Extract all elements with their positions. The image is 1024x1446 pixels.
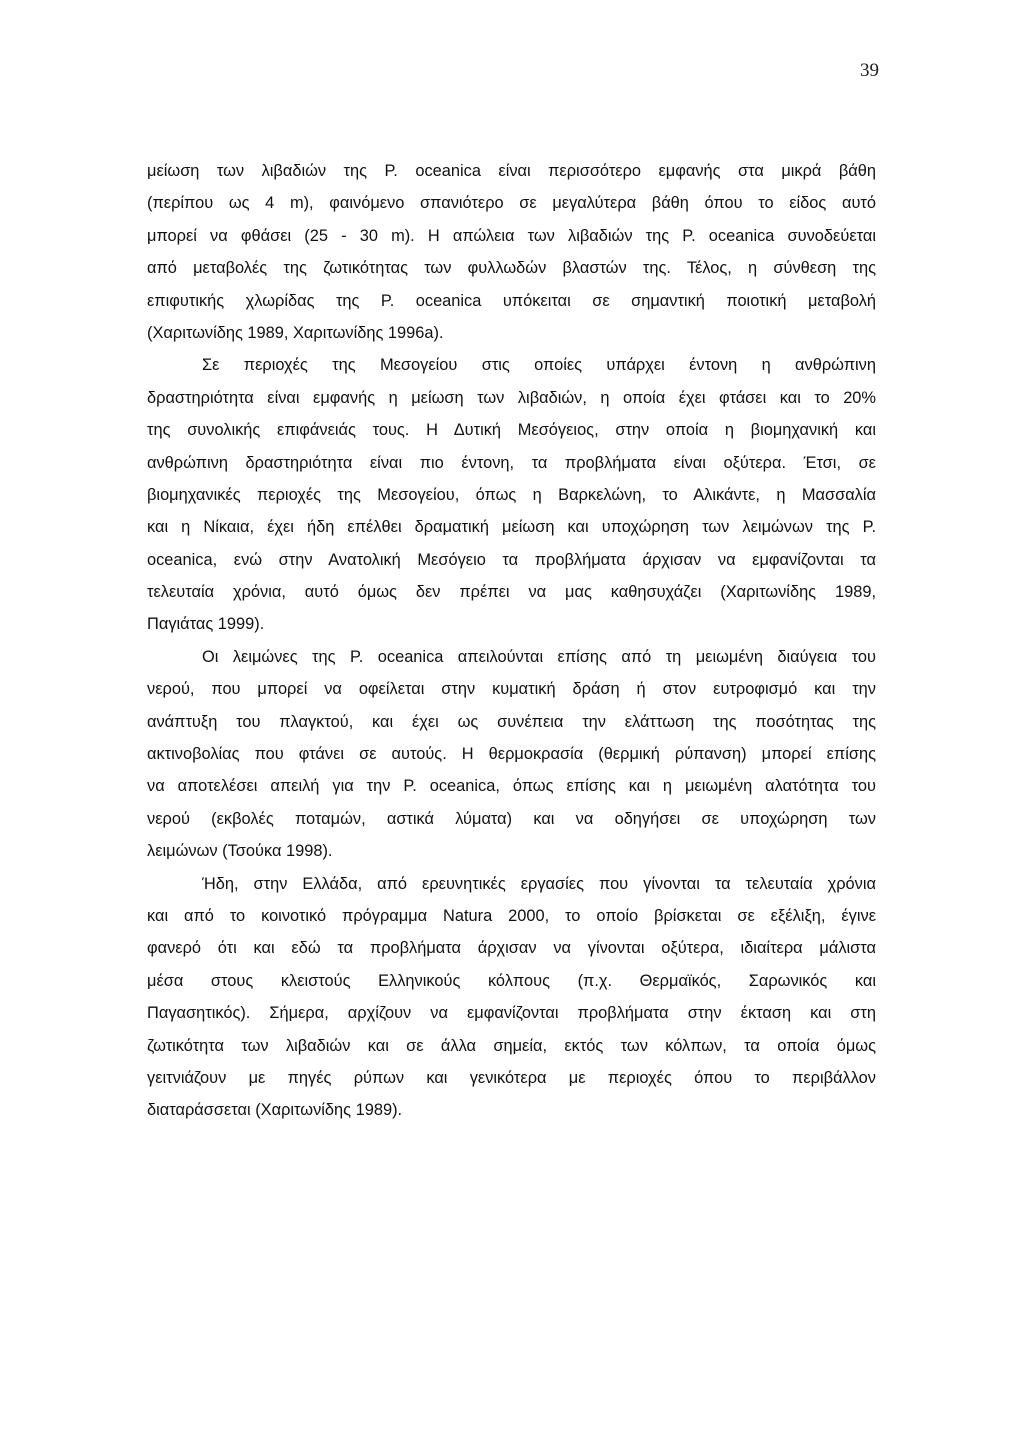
text-line: τελευταία χρόνια, αυτό όμως δεν πρέπει να μας καθησυχάζει (Χαριτωνίδης 1989, (147, 583, 876, 602)
body-text (147, 155, 876, 1127)
text-line: (Χαριτωνίδης 1989, Χαριτωνίδης 1996a). (147, 323, 444, 342)
text-line: και από το κοινοτικό πρόγραμμα Natura 2000, το οποίο βρίσκεται σε εξέλιξη, έγινε (147, 906, 876, 925)
text-line: να αποτελέσει απειλή για την P. oceanica, όπως επίσης και η μειωμένη αλατότητα του (147, 777, 876, 796)
text-line: λειμώνων (Τσούκα 1998). (147, 842, 333, 861)
text-line: επιφυτικής χλωρίδας της P. oceanica υπόκειται σε σημαντική ποιοτική μεταβολή (147, 291, 876, 310)
text-line: ακτινοβολίας που φτάνει σε αυτούς. Η θερμοκρασία (θερμική ρύπανση) μπορεί επίσης (147, 745, 876, 764)
text-line: Σε περιοχές της Μεσογείου στις οποίες υπάρχει έντονη η ανθρώπινη (202, 356, 876, 375)
text-line: ανθρώπινη δραστηριότητα είναι πιο έντονη, τα προβλήματα είναι οξύτερα. Έτσι, σε (147, 453, 876, 472)
text-line: δραστηριότητα είναι εμφανής η μείωση των λιβαδιών, η οποία έχει φτάσει και το 20% (147, 388, 876, 407)
text-line: μέσα στους κλειστούς Ελληνικούς κόλπους (π.χ. Θερμαϊκός, Σαρωνικός και (147, 971, 876, 990)
text-line: Οι λειμώνες της P. oceanica απειλούνται επίσης από τη μειωμένη διαύγεια του (202, 647, 876, 666)
text-line: oceanica, ενώ στην Ανατολική Μεσόγειο τα προβλήματα άρχισαν να εμφανίζονται τα (147, 550, 876, 569)
text-line: ζωτικότητα των λιβαδιών και σε άλλα σημεία, εκτός των κόλπων, τα οποία όμως (147, 1036, 876, 1055)
text-line: μπορεί να φθάσει (25 - 30 m). Η απώλεια των λιβαδιών της P. oceanica συνοδεύεται (147, 226, 876, 245)
text-line: μείωση των λιβαδιών της P. oceanica είναι περισσότερο εμφανής στα μικρά βάθη (147, 162, 876, 180)
text-line: ανάπτυξη του πλαγκτού, και έχει ως συνέπεια την ελάττωση της ποσότητας της (147, 712, 876, 731)
text-line: από μεταβολές της ζωτικότητας των φυλλωδών βλαστών της. Τέλος, η σύνθεση της (147, 259, 876, 278)
page-number: 39 (860, 60, 879, 81)
text-line: βιομηχανικές περιοχές της Μεσογείου, όπως η Βαρκελώνη, το Αλικάντε, η Μασσαλία (147, 485, 876, 504)
text-line: διαταράσσεται (Χαριτωνίδης 1989). (147, 1101, 403, 1120)
text-line: φανερό ότι και εδώ τα προβλήματα άρχισαν να γίνονται οξύτερα, ιδιαίτερα μάλιστα (147, 939, 876, 958)
text-line: (περίπου ως 4 m), φαινόμενο σπανιότερο σε μεγαλύτερα βάθη όπου το είδος αυτό (147, 194, 876, 213)
text-line: και η Νίκαια, έχει ήδη επέλθει δραματική μείωση και υποχώρηση των λειμώνων της P. (147, 518, 876, 537)
text-line: της συνολικής επιφάνειάς τους. Η Δυτική Μεσόγειος, στην οποία η βιομηχανική και (147, 421, 876, 440)
text-line: νερού (εκβολές ποταμών, αστικά λύματα) και να οδηγήσει σε υποχώρηση των (147, 809, 876, 828)
text-line: γειτνιάζουν με πηγές ρύπων και γενικότερα με περιοχές όπου το περιβάλλον (147, 1068, 876, 1087)
text-line: Ήδη, στην Ελλάδα, από ερευνητικές εργασίες που γίνονται τα τελευταία χρόνια (202, 874, 876, 893)
text-line: νερού, που μπορεί να οφείλεται στην κυματική δράση ή στον ευτροφισμό και την (147, 680, 876, 699)
text-line: Παγασητικός). Σήμερα, αρχίζουν να εμφανίζονται προβλήματα στην έκταση και στη (147, 1004, 876, 1023)
text-line: Παγιάτας 1999). (147, 615, 265, 634)
